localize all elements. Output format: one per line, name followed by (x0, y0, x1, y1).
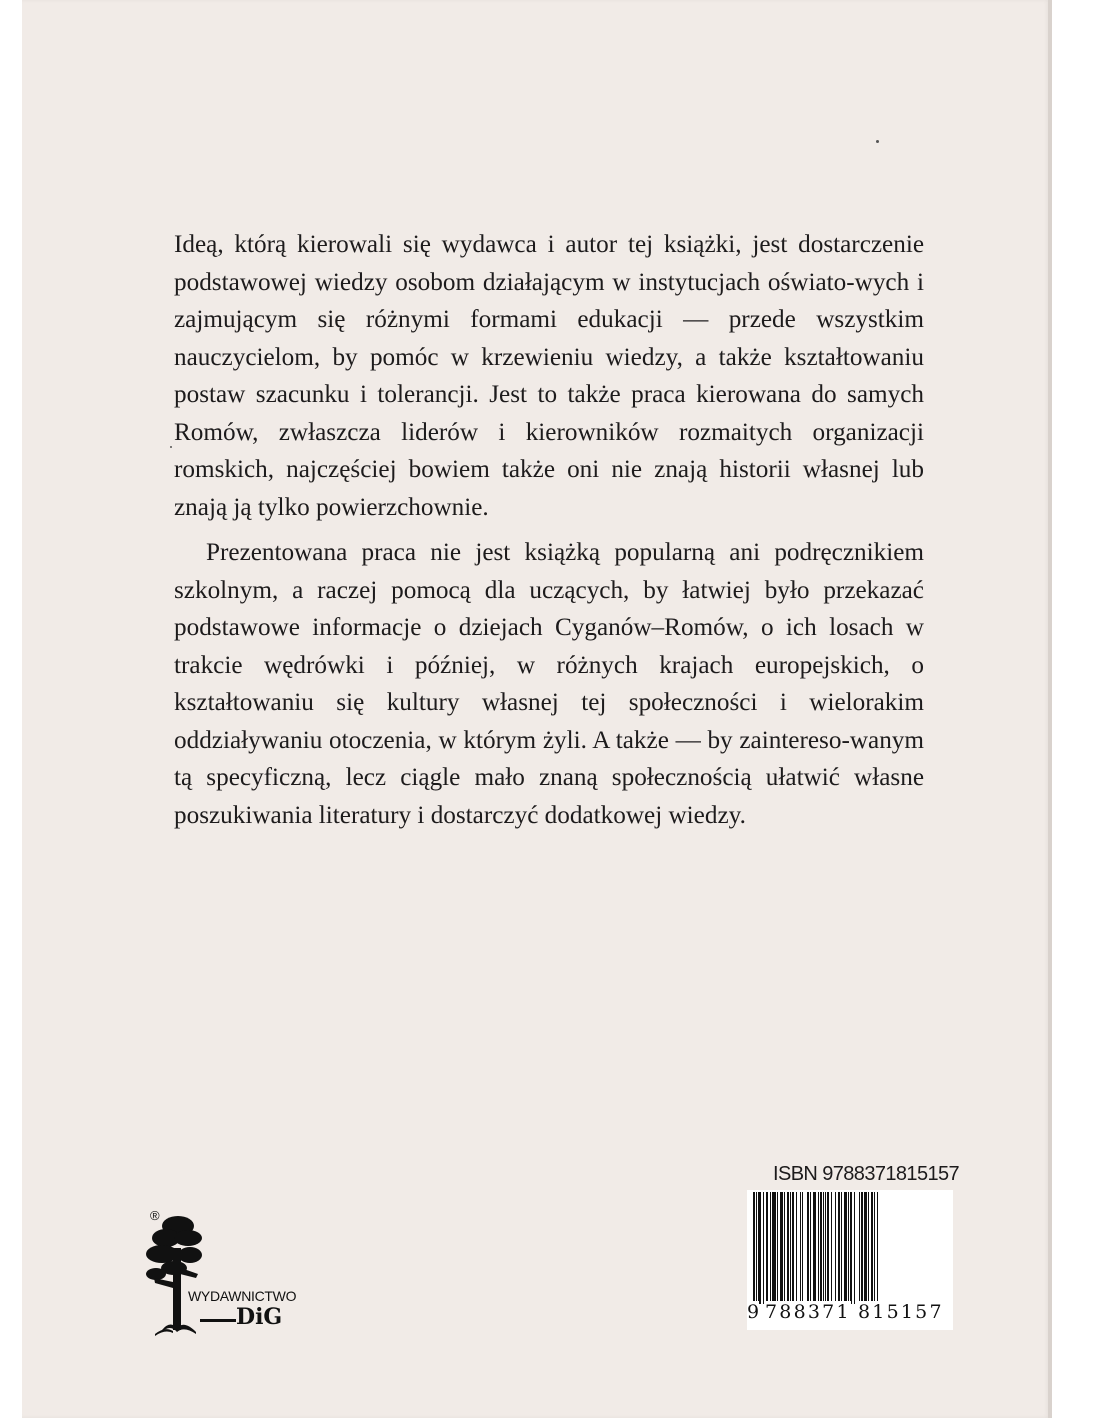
barcode-bar (848, 1192, 849, 1304)
barcode-bar (871, 1192, 873, 1304)
print-speck (170, 446, 172, 448)
barcode-bar (825, 1192, 826, 1304)
isbn-label: ISBN 9788371815157 (773, 1163, 960, 1185)
barcode-bar (818, 1192, 819, 1304)
barcode-bar (802, 1192, 803, 1304)
barcode-bar (838, 1192, 840, 1304)
barcode-bar (770, 1192, 771, 1304)
barcode-bar (780, 1192, 783, 1304)
barcode-bar (868, 1192, 869, 1304)
barcode-bar (844, 1192, 847, 1304)
barcode-bar (874, 1192, 875, 1304)
barcode-bar (820, 1192, 822, 1304)
barcode-bar (790, 1192, 791, 1304)
barcode-bar (850, 1192, 852, 1304)
print-speck (876, 140, 879, 143)
barcode-bar (807, 1192, 809, 1304)
barcode-bar (835, 1192, 836, 1304)
blurb-text (174, 226, 924, 842)
barcode-bar (823, 1192, 824, 1304)
barcode-bar (810, 1192, 811, 1304)
barcode-bar (766, 1192, 768, 1304)
barcode-bar (784, 1192, 785, 1304)
barcode-digit-group-left: 788371 (765, 1301, 851, 1323)
publisher-name-line1: WYDAWNICTWO (188, 1288, 297, 1304)
barcode-bar (796, 1192, 797, 1304)
barcode-bar (859, 1192, 860, 1304)
publisher-logo (140, 1208, 310, 1338)
cover-edge (1048, 0, 1052, 1418)
registered-mark: ® (150, 1208, 160, 1223)
barcode-bar (777, 1192, 778, 1304)
barcode-bar (800, 1192, 801, 1304)
publisher-name-line2: DiG (236, 1304, 283, 1330)
barcode-bar (813, 1192, 816, 1304)
barcode-bar (861, 1192, 863, 1304)
barcode-bar (792, 1192, 794, 1304)
barcode-digit-group-right: 815157 (858, 1301, 944, 1323)
blurb-paragraph-2: Prezentowana praca nie jest książką popularną ani podręcznikiem szkolnym, a raczej pomocą dla uczących, by łatwiej było przekazać podstawowe informacje o dziejach Cyganów–Romów, o ich losach w trakcie wędrówki i później, w różnych krajach europejskich, o kształtowaniu się kultury własnej tej społeczności i wielorakim oddziaływaniu otoczenia, w którym żyli. A także — by zaintereso-wanym tą specyficzną, lecz ciągle mało znaną społecznością ułatwić własne poszukiwania literatury i dostarczyć dodatkowej wiedzy. (174, 539, 924, 829)
barcode-bar (758, 1192, 761, 1304)
barcode-bar (763, 1192, 764, 1304)
barcode-digits (747, 1301, 953, 1323)
barcode-bar (841, 1192, 842, 1304)
barcode-bar (772, 1192, 776, 1304)
barcode-bar (864, 1192, 867, 1304)
publisher-dash (200, 1319, 236, 1322)
barcode-digit-lead: 9 (747, 1301, 760, 1323)
barcode-bar (787, 1192, 789, 1304)
barcode-bar (854, 1192, 855, 1304)
barcode (747, 1190, 953, 1330)
blurb-paragraph-1: Ideą, którą kierowali się wydawca i autor tej książki, jest dostarczenie podstawowej wiedzy osobom działającym w instytucjach oświato-wych i zajmującym się różnymi formami edukacji — przede wszystkim nauczycielom, by pomóc w krzewieniu wiedzy, a także kształtowaniu postaw szacunku i tolerancji. Jest to także praca kierowana do samych Romów, zwłaszcza liderów i kierowników rozmaitych organizacji romskich, najczęściej bowiem także oni nie znają historii własnej lub znają ją tylko powierzchownie. (174, 231, 924, 521)
